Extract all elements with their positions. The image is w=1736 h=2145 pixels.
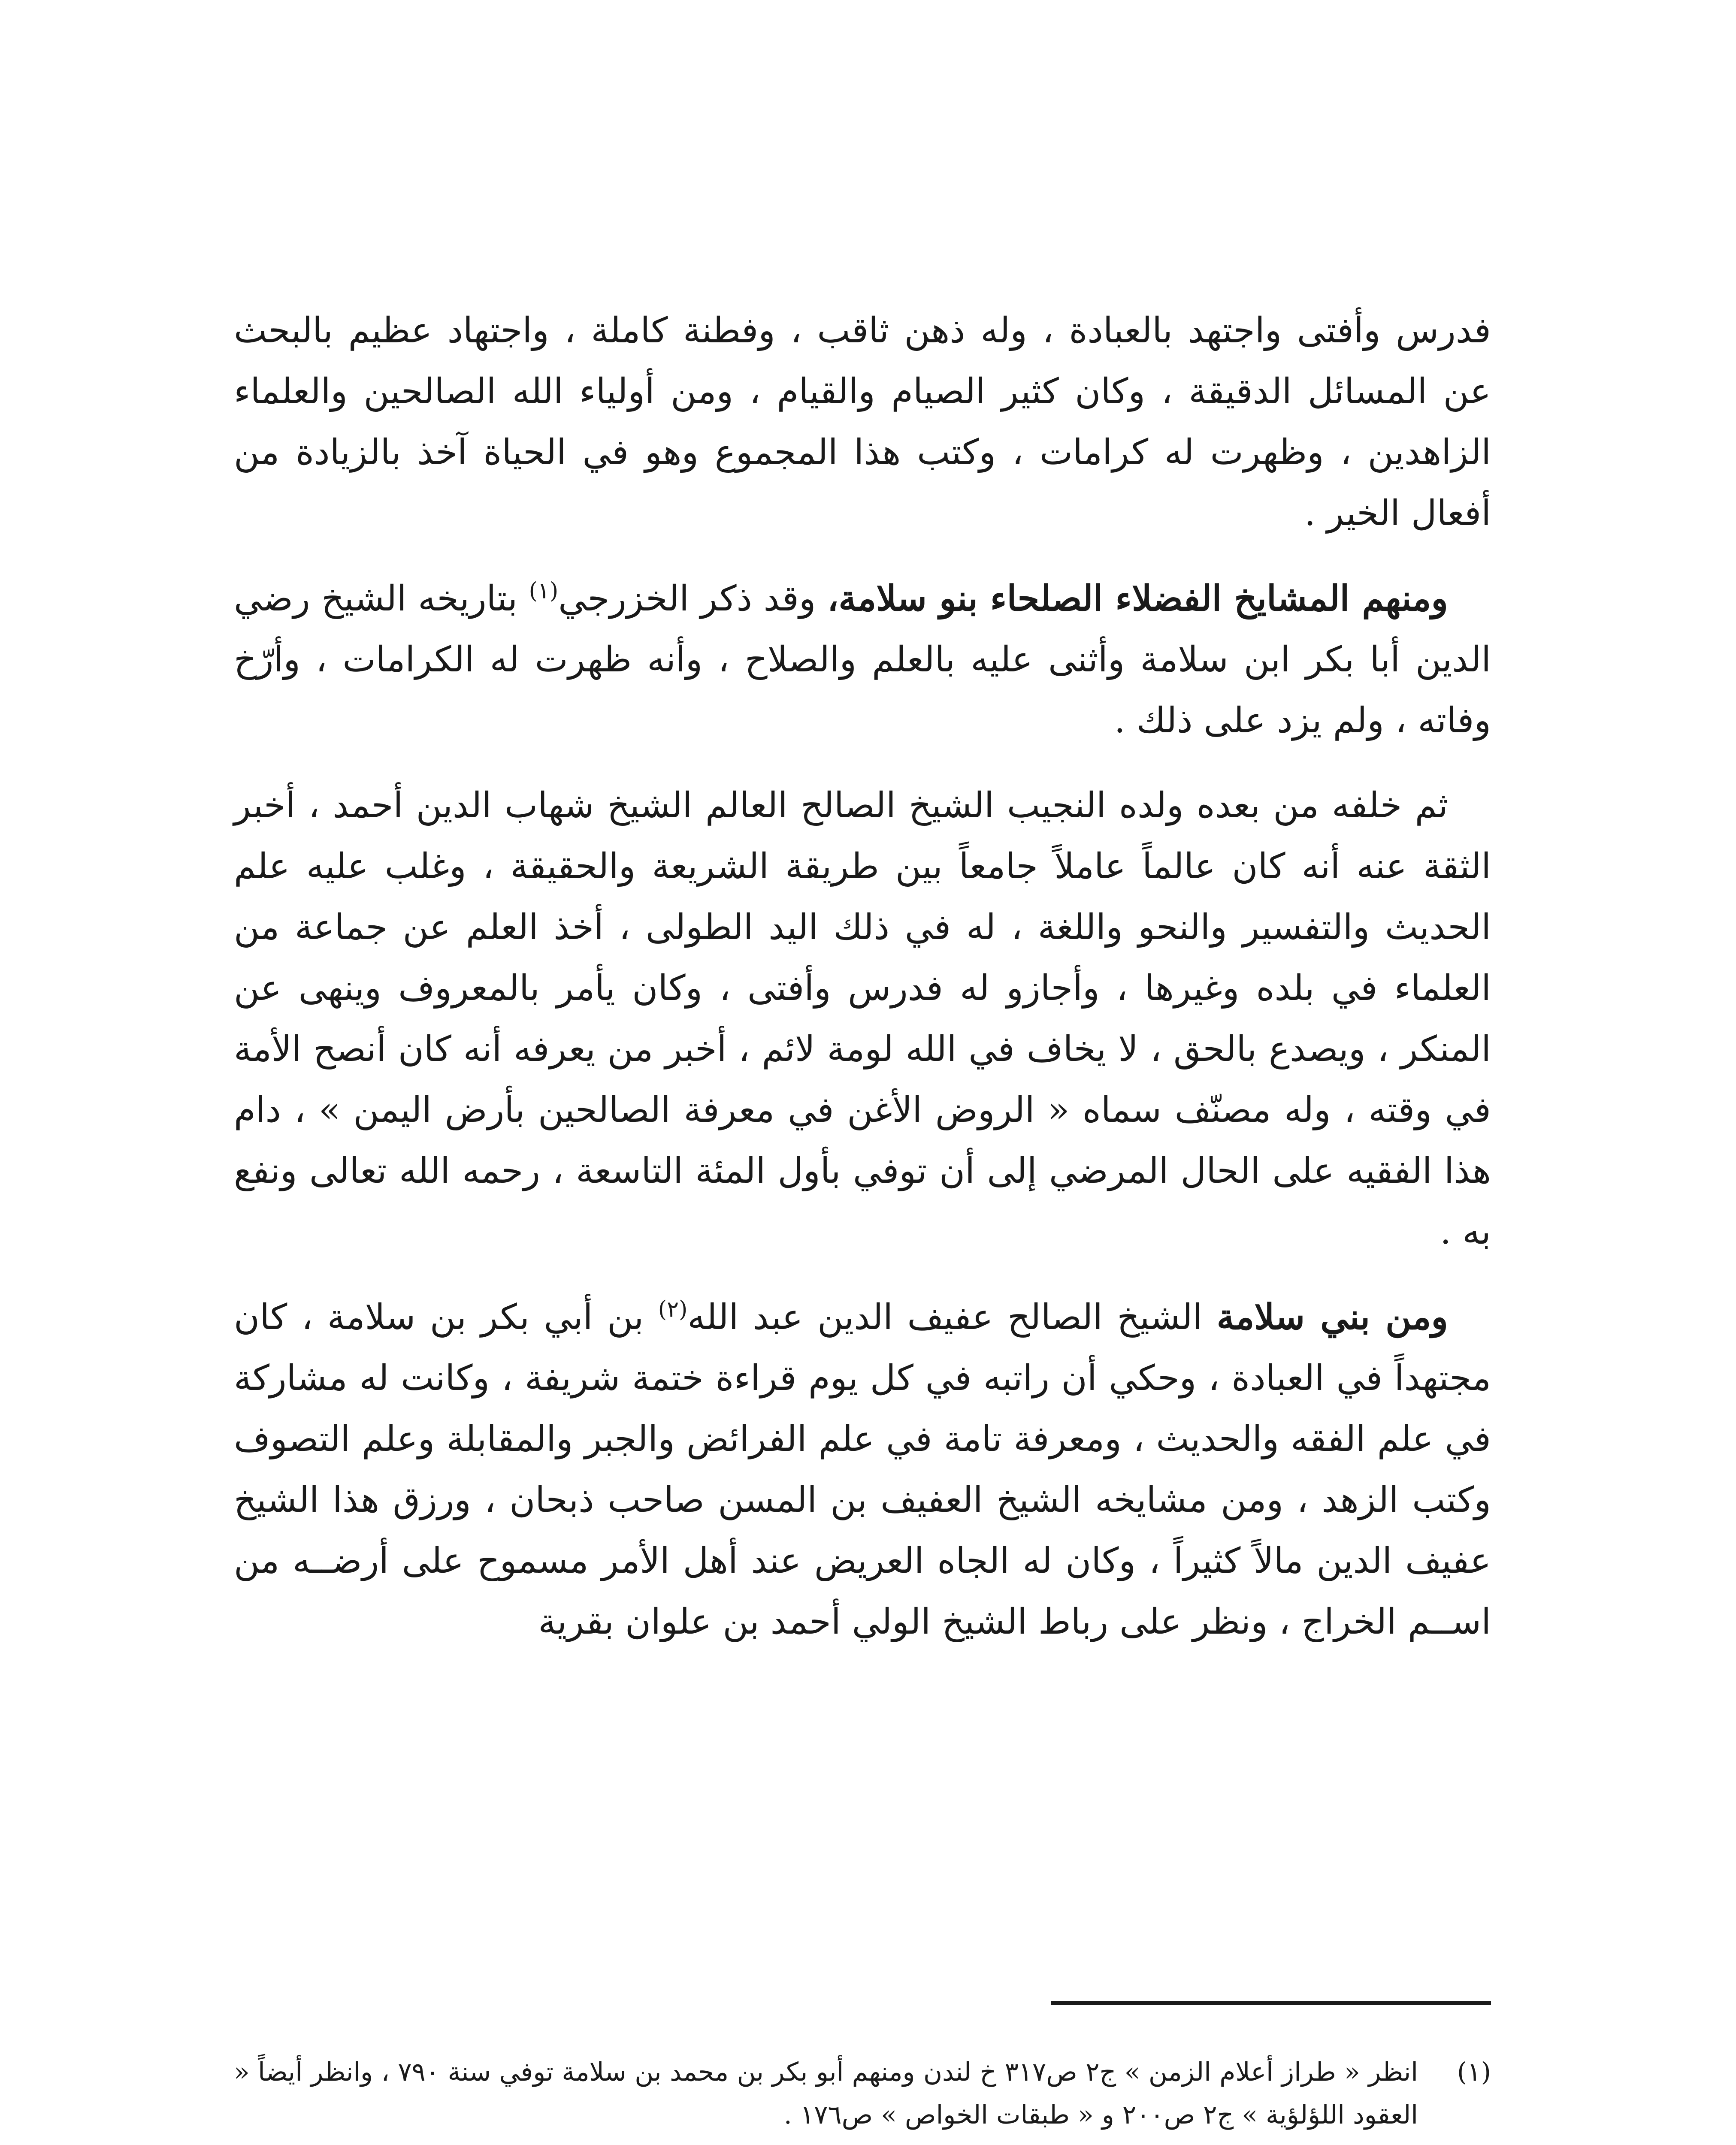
- main-text: [234, 300, 1491, 1677]
- paragraph-4: [234, 1287, 1491, 1653]
- footnote-2: [234, 2142, 1491, 2145]
- footnotes: [234, 2051, 1491, 2145]
- footnote-text: [234, 2142, 1418, 2145]
- footnote-ref-1[interactable]: (١): [529, 578, 559, 604]
- paragraph-3: [234, 775, 1491, 1263]
- paragraph-text: وقد ذكر الخزرجي: [558, 578, 827, 619]
- section-lead: ومنهم المشايخ الفضلاء الصلحاء بنو سلامة،: [827, 578, 1448, 619]
- paragraph-text: ثم خلفه من بعده ولده النجيب الشيخ الصالح العالم الشيخ شهاب الدين أحمد ، أخبر الثقة عنه أنه كان عالماً عاملاً جامعاً بين طريقة الشريعة والحقيقة ، وغلب عليه علم الحديث والتفسير والنحو واللغة ، له في ذلك اليد الطولى ، أخذ العلم عن جماعة من العلماء في بلده وغيرها ، وأجازو له فدرس وأفتى ، وكان يأمر بالمعروف وينهى عن المنكر ، ويصدع بالحق ، لا يخاف في الله لومة لائم ، أخبر من يعرفه أنه كان أنصح الأمة في وقته ، وله مصنّف سماه « الروض الأغن في معرفة الصالحين بأرض اليمن » ، دام هذا الفقيه على الحال المرضي إلى أن توفي بأول المئة التاسعة ، رحمه الله تعالى ونفع به .: [234, 785, 1491, 1252]
- paragraph-text: الشيخ الصالح عفيف الدين عبد الله: [687, 1297, 1217, 1338]
- paragraph-text: بتاريخه الشيخ رضي الدين أبا بكر ابن سلامة وأثنى عليه بالعلم والصلاح ، وأنه ظهرت له الكرامات ، وأرّخ وفاته ، ولم يزد على ذلك .: [234, 578, 1491, 741]
- footnote-text: انظر « طراز أعلام الزمن » ج٢ ص٣١٧ خ لندن ومنهم أبو بكر بن محمد بن سلامة توفي سنة ٧٩٠ ، وانظر أيضاً « العقود اللؤلؤية » ج٢ ص٢٠٠ و « طبقات الخواص » ص١٧٦ .: [234, 2057, 1418, 2130]
- footnote-divider: [1051, 2001, 1491, 2005]
- footnote-number: [1418, 2142, 1491, 2145]
- paragraph-2: [234, 568, 1491, 751]
- paragraph-text: فدرس وأفتى واجتهد بالعبادة ، وله ذهن ثاقب ، وفطنة كاملة ، واجتهاد عظيم بالبحث عن المسائل الدقيقة ، وكان كثير الصيام والقيام ، ومن أولياء الله الصالحين والعلماء الزاهدين ، وظهرت له كرامات ، وكتب هذا المجموع وهو في الحياة آخذ بالزيادة من أفعال الخير .: [234, 310, 1491, 534]
- paragraph-1: [234, 300, 1491, 544]
- paragraph-text: بن أبي بكر بن سلامة ، كان مجتهداً في العبادة ، وحكي أن راتبه في كل يوم قراءة ختمة شريفة ، وكانت له مشاركة في علم الفقه والحديث ، ومعرفة تامة في علم الفرائض والجبر والمقابلة وعلم التصوف وكتب الزهد ، ومن مشايخه الشيخ العفيف بن المسن صاحب ذبحان ، ورزق هذا الشيخ عفيف الدين مالاً كثيراً ، وكان له الجاه العريض عند أهل الأمر مسموح على أرضــه من اســم الخراج ، ونظر على رباط الشيخ الولي أحمد بن علوان بقرية: [234, 1297, 1491, 1642]
- section-lead: ومن بني سلامة: [1216, 1296, 1448, 1338]
- footnote-number: (١): [1457, 2057, 1491, 2087]
- footnote-1: [234, 2051, 1491, 2136]
- footnote-ref-2[interactable]: (٢): [658, 1296, 688, 1323]
